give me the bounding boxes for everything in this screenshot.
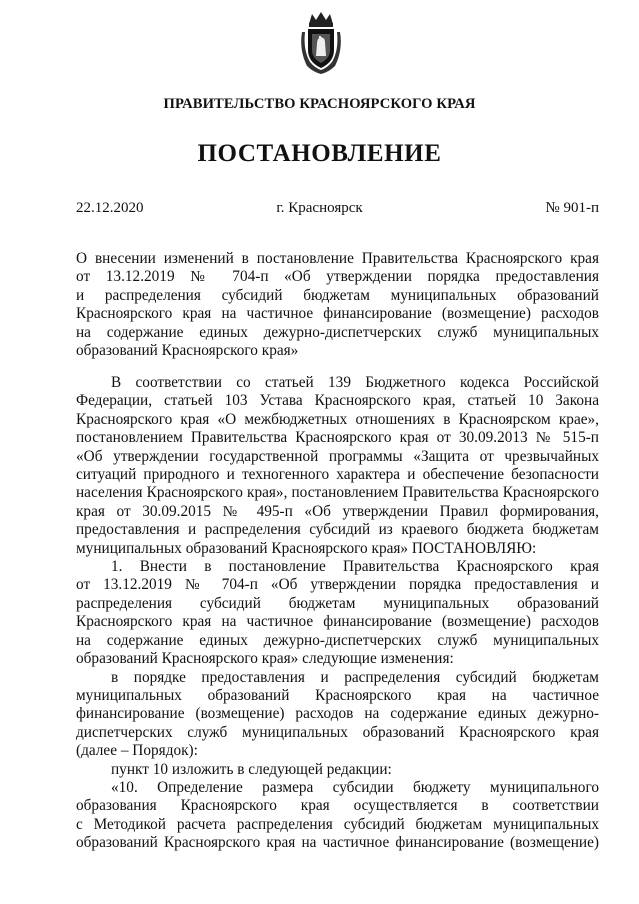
body-line: «10. Определение размера субсидии бюджету муниципального [111,778,599,796]
subject-line: на содержание единых дежурно-диспетчерских служб муниципальных [76,323,599,341]
document-body [76,374,599,853]
body-line: Красноярского края «О межбюджетных отношениях в Красноярском крае», [76,410,599,428]
body-line: постановлением Правительства Красноярского края от 30.09.2013 № 515-п [76,429,599,447]
body-line: образования Красноярского края осуществляется в соответствии [76,797,599,815]
body-line: образований Красноярского края на частичное финансирование (возмещение) [76,834,599,852]
document-number: № 901-п [545,200,599,216]
body-line: муниципальных образований Красноярского края» ПОСТАНОВЛЯЮ: [76,539,537,557]
subject-line: Красноярского края на частичное финансирование (возмещение) расходов [76,305,599,323]
body-line: диспетчерских служб муниципальных образований Красноярского края [76,723,599,741]
subject-line: О внесении изменений в постановление Правительства Красноярского края [76,250,599,267]
document-date: 22.12.2020 [76,200,144,216]
body-line: края от 30.09.2015 № 495-п «Об утверждении Правил формирования, [76,502,599,520]
subject-paragraph [76,250,599,360]
body-line: предоставления и распределения субсидий из краевого бюджета бюджетам [76,521,599,539]
body-line: с Методикой расчета распределения субсидий бюджетам муниципальных [76,815,599,833]
body-line: населения Красноярского края», постановлением Правительства Красноярского [76,484,599,502]
body-line: 1. Внести в постановление Правительства Красноярского края [111,558,599,576]
body-line: пункт 10 изложить в следующей редакции: [111,760,392,778]
document-subject [76,250,599,360]
body-line: в порядке предоставления и распределения субсидий бюджетам [111,668,599,686]
body-line: ситуаций природного и техногенного характера и обеспечение безопасности [76,466,599,484]
body-line: муниципальных образований Красноярского края на частичное [76,686,599,704]
body-line: «Об утверждении государственной программы «Защита от чрезвычайных [76,447,599,465]
order-amendment-paragraph [76,669,599,761]
body-line: В соответствии со статьей 139 Бюджетного кодекса Российской [111,374,599,391]
subject-line: образований Красноярского края» [76,342,299,360]
document-type-title: ПОСТАНОВЛЕНИЕ [197,140,442,167]
point-10-intro-paragraph [76,761,599,779]
subject-line: и распределения субсидий бюджетам муниципальных образований [76,286,599,304]
preamble-paragraph [76,374,599,558]
body-line: Федерации, статьей 103 Устава Красноярского края, статьей 10 Закона [76,392,599,410]
body-line: финансирование (возмещение) расходов на содержание единых дежурно- [76,705,599,723]
body-line: Красноярского края на частичное финансирование (возмещение) расходов [76,613,599,631]
point-10-text-paragraph [76,779,599,853]
body-line: на содержание единых дежурно-диспетчерских служб муниципальных [76,631,599,649]
body-line: образований Красноярского края» следующие изменения: [76,650,454,668]
organization-name: ПРАВИТЕЛЬСТВО КРАСНОЯРСКОГО КРАЯ [163,96,476,112]
clause-1-paragraph [76,558,599,668]
subject-line: от 13.12.2019 № 704-п «Об утверждении порядка предоставления [76,268,599,286]
coat-of-arms-emblem [299,10,343,76]
document-city: г. Красноярск [276,200,363,216]
body-line: распределения субсидий бюджетам муниципальных образований [76,594,599,612]
body-line: (далее – Порядок): [76,742,198,760]
body-line: от 13.12.2019 № 704-п «Об утверждении порядка предоставления и [76,576,599,594]
